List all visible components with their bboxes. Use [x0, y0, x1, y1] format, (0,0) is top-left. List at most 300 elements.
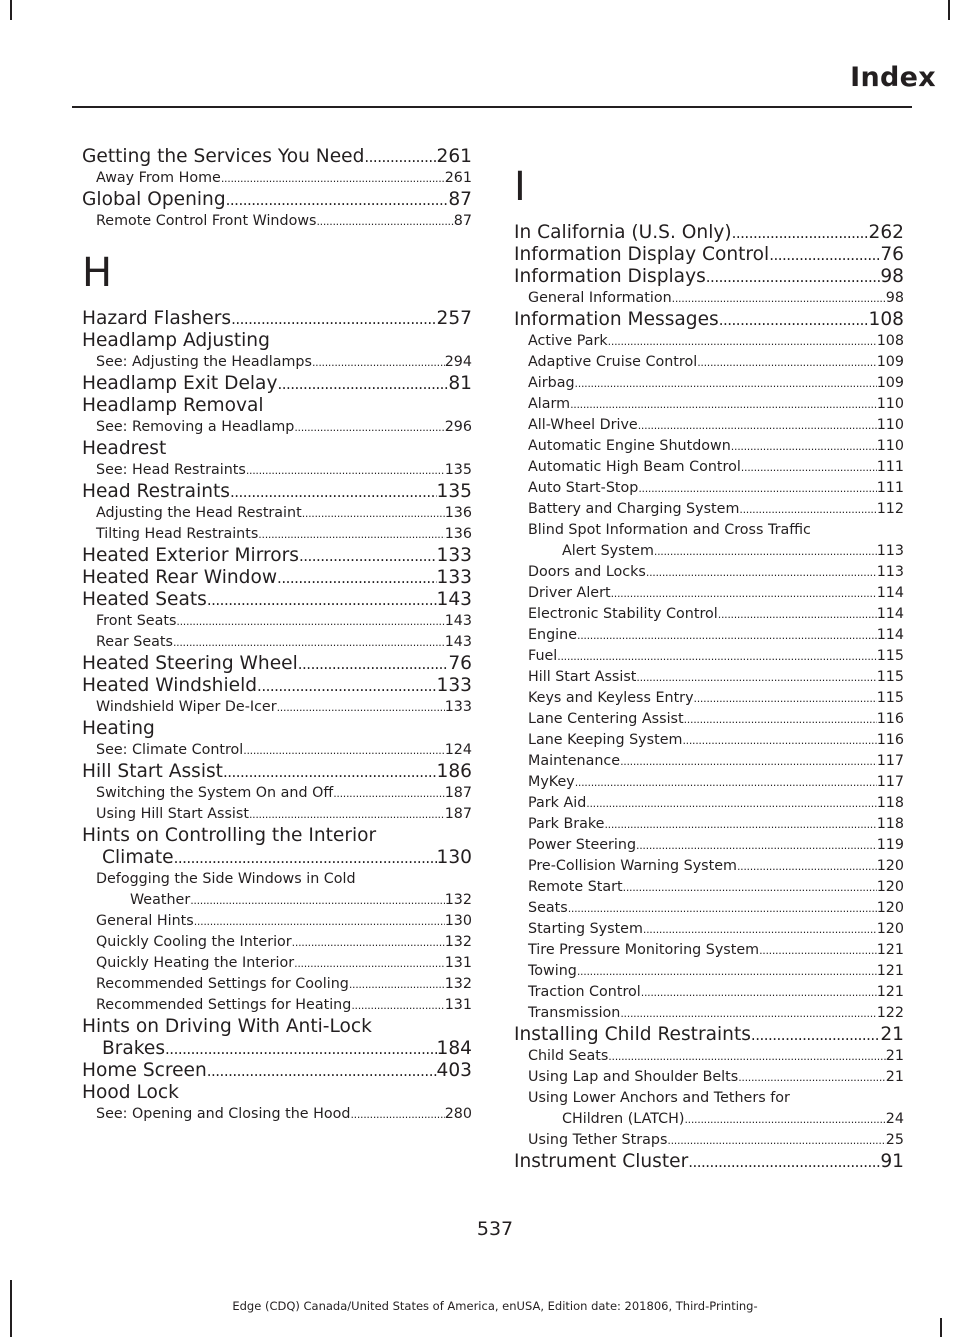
entry-page-number: 184	[436, 1038, 472, 1059]
dot-leader	[350, 1104, 444, 1125]
entry-page-number: 280	[444, 1106, 472, 1122]
index-subentry[interactable]	[514, 625, 904, 646]
dot-leader	[623, 877, 877, 898]
index-subentry[interactable]	[514, 457, 904, 478]
dot-leader	[646, 562, 877, 583]
entry-title: Recommended Settings for Cooling	[96, 976, 349, 992]
dot-leader	[682, 730, 876, 751]
dot-leader	[737, 856, 877, 877]
index-entry	[82, 330, 472, 352]
entry-page-number: 110	[876, 438, 904, 454]
index-subentry[interactable]	[514, 646, 904, 667]
entry-title: Doors and Locks	[528, 564, 646, 580]
dot-leader	[294, 417, 444, 438]
entry-page-number: 108	[876, 333, 904, 349]
dot-leader	[638, 478, 876, 499]
index-subentry[interactable]	[82, 697, 472, 718]
index-entry[interactable]	[82, 675, 472, 697]
entry-title: Heated Windshield	[82, 675, 258, 696]
dot-leader	[636, 835, 877, 856]
entry-title: Traction Control	[528, 984, 641, 1000]
index-subentry[interactable]	[514, 982, 904, 1003]
entry-page-number: 130	[436, 847, 472, 868]
entry-title: Transmission	[528, 1005, 621, 1021]
entry-title: Park Aid	[528, 795, 587, 811]
dot-leader	[351, 995, 444, 1016]
index-subentry[interactable]	[514, 919, 904, 940]
entry-title: Headlamp Adjusting	[82, 330, 270, 351]
index-entry[interactable]	[514, 266, 904, 288]
dot-leader	[759, 940, 877, 961]
index-column-right	[514, 146, 904, 1173]
entry-title: Lane Keeping System	[528, 732, 683, 748]
dot-leader	[557, 646, 876, 667]
index-entry[interactable]	[82, 146, 472, 168]
dot-leader	[608, 1046, 886, 1067]
dot-leader	[277, 567, 436, 589]
entry-title: Hazard Flashers	[82, 308, 232, 329]
entry-title: Headlamp Exit Delay	[82, 373, 278, 394]
index-subentry	[514, 520, 904, 541]
index-subentry[interactable]	[82, 911, 472, 932]
dot-leader	[257, 675, 436, 697]
index-subentry[interactable]	[82, 503, 472, 524]
index-subentry[interactable]	[514, 478, 904, 499]
index-subentry[interactable]	[514, 499, 904, 520]
entry-page-number: 133	[444, 699, 472, 715]
dot-leader	[174, 847, 437, 869]
index-subentry[interactable]	[514, 730, 904, 751]
index-entry[interactable]	[82, 545, 472, 567]
entry-title: Heated Steering Wheel	[82, 653, 298, 674]
entry-page-number: 261	[444, 170, 472, 186]
crop-mark-top-right	[948, 0, 950, 20]
dot-leader	[577, 961, 877, 982]
dot-leader	[226, 189, 449, 211]
entry-title: Using Lap and Shoulder Belts	[528, 1069, 739, 1085]
dot-leader	[611, 583, 877, 604]
entry-page-number: 133	[436, 567, 472, 588]
dot-leader	[654, 541, 877, 562]
index-entry[interactable]	[82, 373, 472, 395]
index-subentry[interactable]	[514, 856, 904, 877]
entry-title: Alarm	[528, 396, 571, 412]
index-entry[interactable]	[514, 244, 904, 266]
entry-page-number: 143	[436, 589, 472, 610]
index-entry[interactable]	[82, 1038, 472, 1060]
entry-title: Information Messages	[514, 309, 719, 330]
index-subentry[interactable]	[82, 804, 472, 825]
entry-title: Blind Spot Information and Cross Traffic	[528, 522, 811, 538]
entry-title: Head Restraints	[82, 481, 230, 502]
entry-page-number: 76	[880, 244, 904, 265]
index-entry[interactable]	[82, 189, 472, 211]
entry-page-number: 111	[876, 480, 904, 496]
dot-leader	[207, 1060, 437, 1082]
dot-leader	[176, 611, 444, 632]
entry-page-number: 87	[448, 189, 472, 210]
entry-page-number: 120	[876, 858, 904, 874]
dot-leader	[302, 503, 445, 524]
index-subentry[interactable]	[514, 394, 904, 415]
dot-leader	[719, 309, 869, 331]
dot-leader	[333, 783, 445, 804]
index-column-left	[82, 146, 472, 1125]
index-entry[interactable]	[82, 847, 472, 869]
entry-title: See: Opening and Closing the Hood	[96, 1106, 351, 1122]
index-entry[interactable]	[82, 761, 472, 783]
entry-title: Home Screen	[82, 1060, 207, 1081]
index-subentry[interactable]	[82, 974, 472, 995]
index-entry[interactable]	[82, 653, 472, 675]
index-subentry[interactable]	[514, 562, 904, 583]
entry-title: General Hints	[96, 913, 194, 929]
entry-page-number: 112	[876, 501, 904, 517]
entry-page-number: 130	[444, 913, 472, 929]
entry-title: Tilting Head Restraints	[96, 526, 259, 542]
entry-title: See: Head Restraints	[96, 462, 246, 478]
entry-title: Headrest	[82, 438, 167, 459]
dot-leader	[243, 740, 444, 761]
entry-title: CHildren (LATCH)	[562, 1111, 685, 1127]
index-subentry[interactable]	[82, 932, 472, 953]
dot-leader	[221, 168, 445, 189]
entry-page-number: 119	[876, 837, 904, 853]
index-subentry[interactable]	[514, 1109, 904, 1130]
dot-leader	[316, 211, 453, 232]
entry-page-number: 108	[868, 309, 904, 330]
entry-title: Instrument Cluster	[514, 1151, 689, 1172]
entry-page-number: 131	[444, 997, 472, 1013]
entry-title: Pre-Collision Warning System	[528, 858, 737, 874]
entry-title: Heated Exterior Mirrors	[82, 545, 299, 566]
entry-page-number: 116	[876, 711, 904, 727]
entry-page-number: 111	[876, 459, 904, 475]
dot-leader	[636, 667, 876, 688]
dot-leader	[643, 919, 877, 940]
entry-title: Weather	[130, 892, 191, 908]
index-subentry[interactable]	[514, 898, 904, 919]
dot-leader	[349, 974, 445, 995]
index-subentry[interactable]	[514, 814, 904, 835]
index-subentry[interactable]	[514, 331, 904, 352]
index-subentry[interactable]	[514, 352, 904, 373]
page-number: 537	[476, 1218, 514, 1240]
index-subentry	[514, 1088, 904, 1109]
entry-title: Remote Start	[528, 879, 623, 895]
entry-page-number: 113	[876, 564, 904, 580]
dot-leader	[231, 308, 436, 330]
index-entry[interactable]	[514, 1151, 904, 1173]
entry-title: Maintenance	[528, 753, 621, 769]
dot-leader	[694, 688, 877, 709]
entry-page-number: 187	[444, 806, 472, 822]
entry-title: Adaptive Cruise Control	[528, 354, 698, 370]
entry-title: Auto Start-Stop	[528, 480, 639, 496]
entry-title: Adjusting the Head Restraint	[96, 505, 302, 521]
dot-leader	[299, 545, 437, 567]
index-entry[interactable]	[82, 567, 472, 589]
dot-leader	[277, 373, 448, 395]
entry-title: Front Seats	[96, 613, 177, 629]
dot-leader	[575, 373, 877, 394]
index-subentry[interactable]	[514, 940, 904, 961]
dot-leader	[223, 761, 437, 783]
entry-page-number: 294	[444, 354, 472, 370]
index-entry[interactable]	[514, 1024, 904, 1046]
dot-leader	[741, 457, 877, 478]
index-entry	[82, 825, 472, 847]
index-entry[interactable]	[82, 308, 472, 330]
dot-leader	[718, 604, 877, 625]
dot-leader	[258, 524, 444, 545]
dot-leader	[568, 898, 877, 919]
entry-page-number: 98	[885, 290, 904, 306]
dot-leader	[277, 697, 445, 718]
index-entry	[82, 438, 472, 460]
entry-page-number: 110	[876, 396, 904, 412]
index-entry	[82, 718, 472, 740]
index-subentry[interactable]	[514, 1130, 904, 1151]
dot-leader	[577, 625, 877, 646]
dot-leader	[672, 288, 886, 309]
entry-page-number: 114	[876, 585, 904, 601]
dot-leader	[697, 352, 877, 373]
entry-page-number: 24	[885, 1111, 904, 1127]
entry-page-number: 114	[876, 606, 904, 622]
entry-page-number: 120	[876, 921, 904, 937]
dot-leader	[207, 589, 437, 611]
entry-page-number: 118	[876, 795, 904, 811]
dot-leader	[230, 481, 437, 503]
index-subentry[interactable]	[82, 460, 472, 481]
entry-title: Automatic High Beam Control	[528, 459, 741, 475]
dot-leader	[173, 632, 445, 653]
index-subentry[interactable]	[514, 877, 904, 898]
index-subentry[interactable]	[514, 288, 904, 309]
entry-page-number: 121	[876, 942, 904, 958]
index-entry[interactable]	[82, 1060, 472, 1082]
entry-page-number: 21	[885, 1069, 904, 1085]
index-subentry[interactable]	[514, 688, 904, 709]
entry-title: Headlamp Removal	[82, 395, 264, 416]
entry-title: See: Removing a Headlamp	[96, 419, 295, 435]
entry-title: Rear Seats	[96, 634, 173, 650]
index-subentry[interactable]	[82, 890, 472, 911]
entry-title: Windshield Wiper De-Icer	[96, 699, 277, 715]
entry-title: See: Adjusting the Headlamps	[96, 354, 312, 370]
entry-title: Alert System	[562, 543, 654, 559]
index-subentry[interactable]	[514, 667, 904, 688]
index-subentry[interactable]	[514, 709, 904, 730]
entry-title: Heated Seats	[82, 589, 207, 610]
entry-page-number: 121	[876, 984, 904, 1000]
entry-title: Quickly Heating the Interior	[96, 955, 295, 971]
dot-leader	[638, 415, 877, 436]
dot-leader	[570, 394, 877, 415]
entry-title: Installing Child Restraints	[514, 1024, 751, 1045]
entry-title: Brakes	[102, 1038, 166, 1059]
entry-title: Defogging the Side Windows in Cold	[96, 871, 356, 887]
entry-page-number: 135	[444, 462, 472, 478]
index-entry	[82, 1082, 472, 1104]
index-subentry[interactable]	[514, 541, 904, 562]
dot-leader	[586, 793, 876, 814]
entry-page-number: 117	[876, 753, 904, 769]
entry-page-number: 135	[436, 481, 472, 502]
entry-page-number: 76	[448, 653, 472, 674]
index-subentry[interactable]	[82, 524, 472, 545]
entry-page-number: 116	[876, 732, 904, 748]
entry-page-number: 257	[436, 308, 472, 329]
index-entry[interactable]	[514, 222, 904, 244]
dot-leader	[620, 1003, 876, 1024]
entry-page-number: 81	[448, 373, 472, 394]
dot-leader	[294, 953, 445, 974]
index-subentry[interactable]	[514, 751, 904, 772]
index-subentry[interactable]	[82, 168, 472, 189]
index-subentry[interactable]	[514, 772, 904, 793]
entry-title: Hill Start Assist	[528, 669, 637, 685]
entry-page-number: 143	[444, 634, 472, 650]
entry-title: Recommended Settings for Heating	[96, 997, 352, 1013]
entry-title: Heated Rear Window	[82, 567, 278, 588]
dot-leader	[194, 911, 445, 932]
entry-title: Keys and Keyless Entry	[528, 690, 694, 706]
index-subentry[interactable]	[82, 783, 472, 804]
entry-page-number: 124	[444, 742, 472, 758]
entry-page-number: 132	[444, 976, 472, 992]
entry-title: All-Wheel Drive	[528, 417, 638, 433]
entry-title: Towing	[528, 963, 577, 979]
entry-title: Hints on Controlling the Interior	[82, 825, 377, 846]
crop-mark-top-left	[10, 0, 12, 20]
dot-leader	[292, 932, 445, 953]
index-subentry[interactable]	[514, 436, 904, 457]
index-subentry[interactable]	[514, 604, 904, 625]
entry-page-number: 115	[876, 648, 904, 664]
index-entry[interactable]	[82, 589, 472, 611]
entry-page-number: 133	[436, 675, 472, 696]
index-subentry[interactable]	[514, 1003, 904, 1024]
entry-title: Tire Pressure Monitoring System	[528, 942, 760, 958]
index-subentry[interactable]	[82, 611, 472, 632]
entry-page-number: 87	[453, 213, 472, 229]
entry-title: General Information	[528, 290, 672, 306]
index-subentry[interactable]	[514, 1067, 904, 1088]
dot-leader	[620, 751, 877, 772]
dot-leader	[190, 890, 445, 911]
crop-mark-bottom-right	[940, 1318, 942, 1337]
index-subentry[interactable]	[82, 953, 472, 974]
entry-title: Park Brake	[528, 816, 605, 832]
index-subentry[interactable]	[82, 740, 472, 761]
dot-leader	[364, 146, 436, 168]
entry-page-number: 115	[876, 690, 904, 706]
index-entry[interactable]	[514, 309, 904, 331]
index-subentry[interactable]	[82, 995, 472, 1016]
entry-page-number: 110	[876, 417, 904, 433]
entry-title: Hints on Driving With Anti-Lock	[82, 1016, 372, 1037]
entry-page-number: 114	[876, 627, 904, 643]
header-divider	[72, 106, 912, 108]
dot-leader	[732, 222, 869, 244]
index-subentry[interactable]	[514, 793, 904, 814]
entry-page-number: 186	[436, 761, 472, 782]
index-subentry[interactable]	[82, 417, 472, 438]
entry-page-number: 261	[436, 146, 472, 167]
index-subentry[interactable]	[514, 1046, 904, 1067]
entry-page-number: 187	[444, 785, 472, 801]
index-subentry[interactable]	[82, 352, 472, 373]
index-subentry[interactable]	[514, 373, 904, 394]
index-subentry[interactable]	[514, 835, 904, 856]
entry-title: Battery and Charging System	[528, 501, 740, 517]
entry-title: Seats	[528, 900, 568, 916]
dot-leader	[165, 1038, 436, 1060]
entry-page-number: 109	[876, 375, 904, 391]
entry-page-number: 117	[876, 774, 904, 790]
entry-page-number: 121	[876, 963, 904, 979]
entry-title: MyKey	[528, 774, 575, 790]
dot-leader	[312, 352, 445, 373]
entry-title: Remote Control Front Windows	[96, 213, 317, 229]
entry-title: Using Lower Anchors and Tethers for	[528, 1090, 790, 1106]
entry-page-number: 21	[885, 1048, 904, 1064]
index-subentry[interactable]	[514, 415, 904, 436]
index-subentry[interactable]	[82, 632, 472, 653]
entry-title: Using Tether Straps	[528, 1132, 668, 1148]
index-letter-heading: I	[514, 164, 526, 210]
index-subentry[interactable]	[82, 211, 472, 232]
entry-title: Active Park	[528, 333, 608, 349]
entry-title: Heating	[82, 718, 155, 739]
entry-page-number: 132	[444, 892, 472, 908]
dot-leader	[739, 499, 876, 520]
entry-page-number: 98	[880, 266, 904, 287]
entry-page-number: 25	[885, 1132, 904, 1148]
entry-page-number: 118	[876, 816, 904, 832]
entry-page-number: 262	[868, 222, 904, 243]
entry-title: Electronic Stability Control	[528, 606, 718, 622]
index-subentry[interactable]	[82, 1104, 472, 1125]
dot-leader	[706, 266, 881, 288]
entry-page-number: 21	[880, 1024, 904, 1045]
index-subentry[interactable]	[514, 961, 904, 982]
entry-page-number: 120	[876, 900, 904, 916]
entry-title: Hood Lock	[82, 1082, 179, 1103]
entry-page-number: 296	[444, 419, 472, 435]
entry-page-number: 91	[880, 1151, 904, 1172]
entry-title: Automatic Engine Shutdown	[528, 438, 731, 454]
entry-title: Child Seats	[528, 1048, 609, 1064]
entry-title: Away From Home	[96, 170, 221, 186]
dot-leader	[769, 244, 880, 266]
index-entry[interactable]	[82, 481, 472, 503]
entry-title: Hill Start Assist	[82, 761, 223, 782]
entry-title: Climate	[102, 847, 174, 868]
index-subentry[interactable]	[514, 583, 904, 604]
entry-title: Engine	[528, 627, 577, 643]
dot-leader	[667, 1130, 885, 1151]
entry-title: Starting System	[528, 921, 643, 937]
entry-title: Lane Centering Assist	[528, 711, 684, 727]
entry-title: In California (U.S. Only)	[514, 222, 732, 243]
dot-leader	[246, 460, 445, 481]
entry-title: Airbag	[528, 375, 575, 391]
dot-leader	[608, 331, 877, 352]
entry-title: Driver Alert	[528, 585, 611, 601]
